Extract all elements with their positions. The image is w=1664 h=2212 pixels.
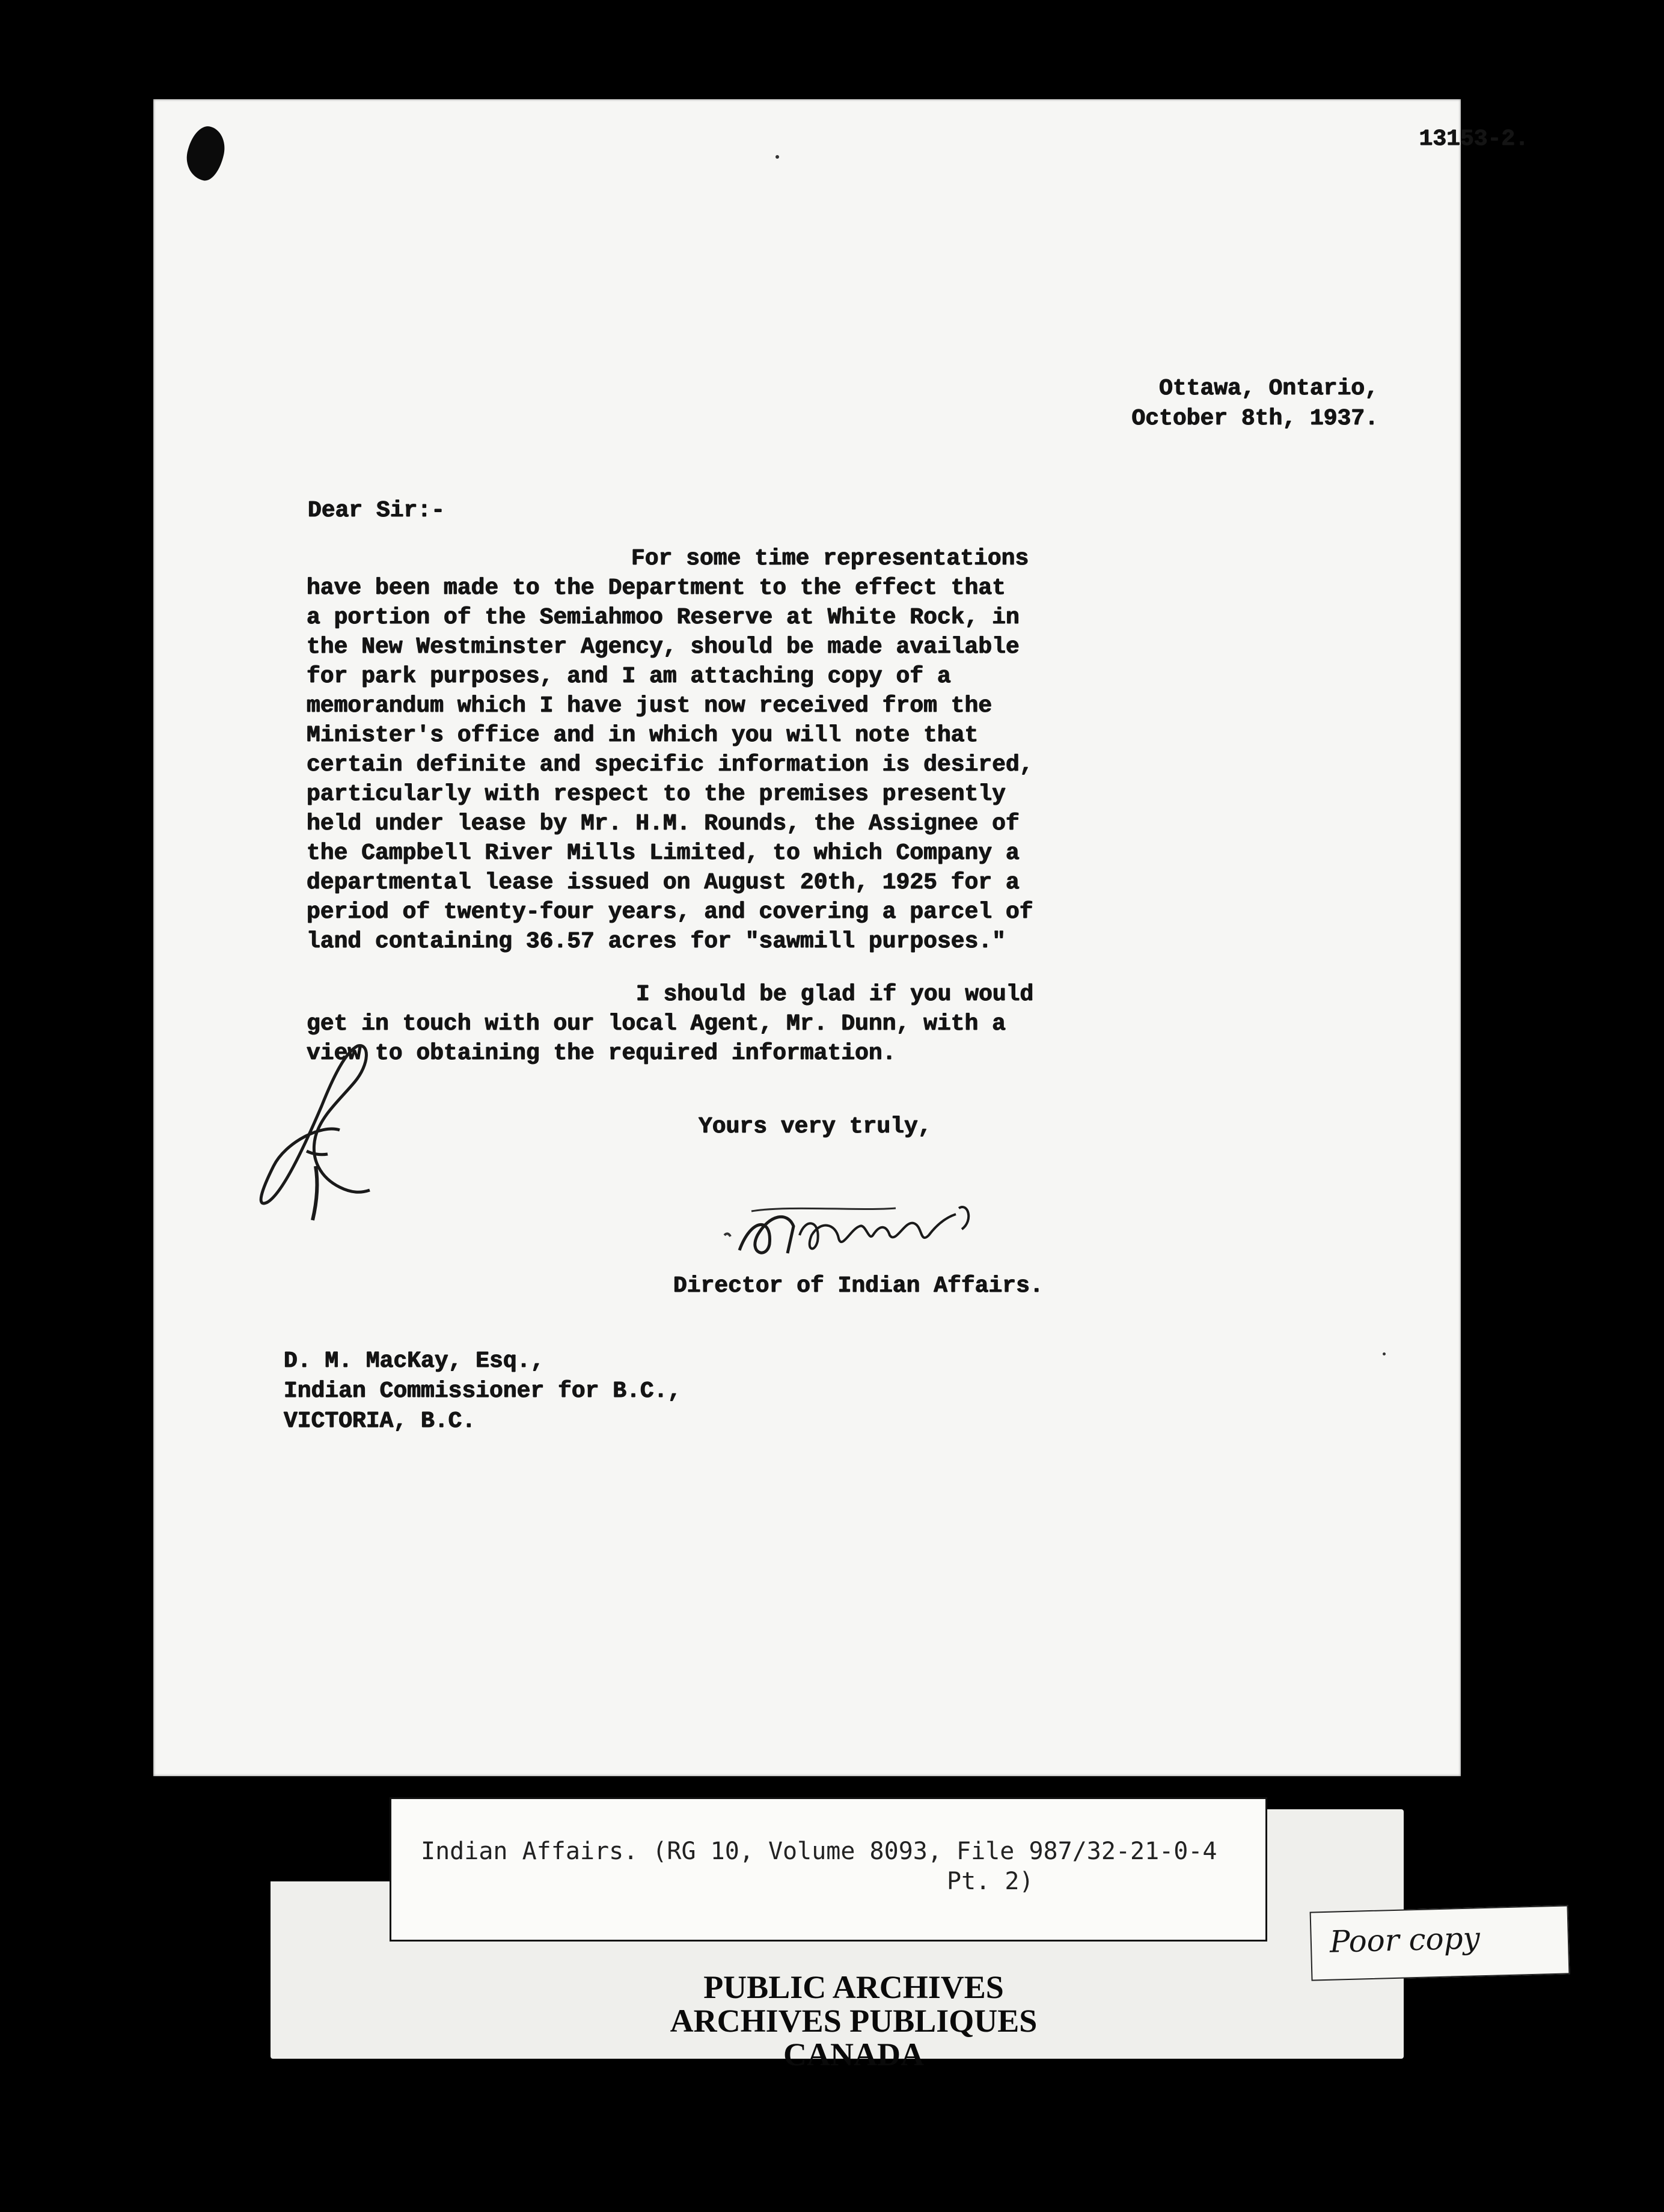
paragraph-line: period of twenty-four years, and covering a parcel of — [307, 899, 1033, 925]
paragraph-line: I should be glad if you would — [636, 982, 1034, 1007]
paragraph-line: departmental lease issued on August 20th, 1925 for a — [307, 870, 1020, 896]
stamp-line-english: PUBLIC ARCHIVES — [703, 1969, 1004, 2005]
handwritten-initials — [249, 1028, 382, 1226]
paragraph-1 — [307, 544, 1199, 956]
speck — [1383, 1352, 1386, 1355]
date-line: October 8th, 1937. — [1131, 406, 1378, 432]
archive-citation-line-1: Indian Affairs. (RG 10, Volume 8093, File 987/32-21-0-4 — [421, 1838, 1217, 1865]
paragraph-line: memorandum which I have just now received from the — [307, 693, 993, 719]
paragraph-line: certain definite and specific information is desired, — [307, 752, 1033, 778]
speck — [775, 155, 779, 159]
paragraph-line: the Campbell River Mills Limited, to which Company a — [307, 840, 1020, 866]
paragraph-line: for park purposes, and I am attaching copy of a — [307, 664, 951, 689]
paragraph-2 — [307, 980, 1033, 1068]
paragraph-line: land containing 36.57 acres for "sawmill purposes." — [307, 929, 1006, 955]
addressee-name: D. M. MacKay, Esq., — [284, 1348, 545, 1374]
poor-copy-tag — [1310, 1905, 1570, 1981]
stamp-line-country: CANADA — [783, 2036, 924, 2073]
stamp-line-french: ARCHIVES PUBLIQUES — [670, 2003, 1038, 2039]
addressee-city: VICTORIA, B.C. — [284, 1408, 476, 1434]
place-and-date — [1132, 374, 1378, 434]
signature-title: Director of Indian Affairs. — [673, 1273, 1044, 1299]
poor-copy-note: Poor copy — [1329, 1920, 1481, 1960]
file-number: 13153-2. — [1419, 126, 1529, 152]
paragraph-line: For some time representations — [631, 546, 1029, 572]
paragraph-line: have been made to the Department to the effect that — [307, 575, 1006, 601]
closing: Yours very truly, — [699, 1114, 932, 1140]
paragraph-line: Minister's office and in which you will note that — [307, 723, 979, 748]
archives-stamp — [619, 1970, 1088, 2071]
addressee-block — [284, 1346, 681, 1437]
paragraph-line: particularly with respect to the premises presently — [307, 781, 1006, 807]
salutation: Dear Sir:- — [308, 498, 445, 524]
paragraph-line: the New Westminster Agency, should be made available — [307, 634, 1020, 660]
label-cutout — [271, 1809, 391, 1881]
paragraph-line: view to obtaining the required information. — [307, 1040, 896, 1066]
citation-slip — [390, 1797, 1267, 1942]
addressee-title: Indian Commissioner for B.C., — [284, 1378, 682, 1404]
paragraph-line: get in touch with our local Agent, Mr. Dunn, with a — [307, 1011, 1006, 1037]
place-line: Ottawa, Ontario, — [1159, 376, 1378, 402]
handwritten-signature — [715, 1193, 1004, 1265]
archive-citation-line-2: Pt. 2) — [947, 1868, 1034, 1895]
paragraph-line: held under lease by Mr. H.M. Rounds, the Assignee of — [307, 811, 1020, 837]
paragraph-line: a portion of the Semiahmoo Reserve at White Rock, in — [307, 605, 1020, 631]
